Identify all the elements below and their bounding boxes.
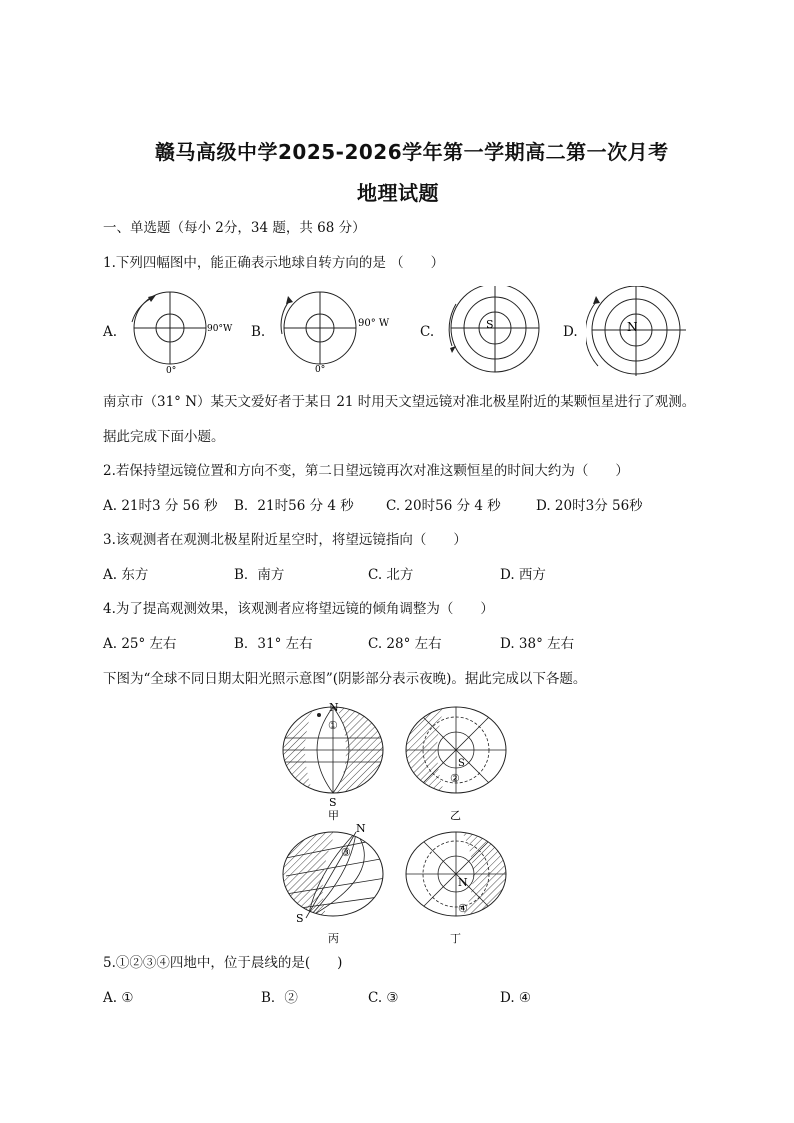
q1-option-c-letter: C.: [420, 324, 435, 340]
q4-option-b: B．31° 左右: [234, 636, 313, 652]
q1-option-d-letter: D.: [563, 324, 578, 340]
label-jia: 甲: [328, 809, 339, 822]
point-2: ②: [450, 772, 460, 785]
context1-line1: 南京市（31° N）某天文爱好者于某日 21 时用天文望远镜对准北极星附近的某颗恒星进行了观测。: [103, 394, 696, 410]
page-subtitle: 地理试题: [357, 181, 439, 205]
point-3: ③: [341, 846, 351, 859]
q1-b-zero-label: 0°: [315, 365, 326, 375]
globe-bing: [276, 822, 386, 945]
jia-pole-n: N: [329, 701, 339, 714]
q3-stem: 3.该观测者在观测北极星附近星空时，将望远镜指向（ ）: [103, 532, 467, 548]
q1-diagram-a: [118, 286, 238, 376]
context1-line2: 据此完成下面小题。: [103, 429, 225, 445]
q5-stem: 5.①②③④四地中，位于晨线的是( ): [103, 955, 343, 971]
label-bing: 丙: [328, 932, 339, 945]
point-1: ①: [328, 719, 338, 732]
q5-option-c: C. ③: [368, 990, 399, 1006]
q1-option-b-letter: B.: [251, 324, 266, 340]
q1-b-lon-label: 90° W: [358, 318, 390, 329]
q1-diagram-c: [440, 286, 550, 376]
q1-stem: 1.下列四幅图中，能正确表示地球自转方向的是 （ ）: [103, 255, 445, 271]
q2-stem: 2.若保持望远镜位置和方向不变，第二日望远镜再次对准这颗恒星的时间大约为（ ）: [103, 463, 629, 479]
context2-line1: 下图为“全球不同日期太阳光照示意图”(阴影部分表示夜晚)。据此完成以下各题。: [103, 671, 587, 687]
q4-option-c: C. 28° 左右: [368, 636, 442, 652]
q3-option-c: C. 北方: [368, 567, 414, 583]
yi-pole-s: S: [458, 758, 465, 769]
label-yi: 乙: [450, 809, 461, 822]
globe-ding: [406, 831, 516, 945]
sunlight-figure: [276, 698, 516, 946]
q1-c-pole-label: S: [486, 318, 494, 331]
q2-option-b: B．21时56 分 4 秒: [234, 498, 354, 514]
q5-option-b: B．②: [261, 990, 298, 1006]
q3-option-b: B．南方: [234, 567, 285, 583]
q5-option-a: A. ①: [103, 990, 134, 1006]
globe-yi: [396, 698, 506, 822]
globe-jia: [276, 698, 396, 822]
q4-stem: 4.为了提高观测效果，该观测者应将望远镜的倾角调整为（ ）: [103, 601, 494, 617]
q1-diagram-b: [268, 286, 398, 376]
q3-option-d: D. 西方: [500, 567, 546, 583]
q4-option-a: A. 25° 左右: [103, 636, 177, 652]
ding-pole-n: N: [458, 876, 468, 889]
label-ding: 丁: [450, 932, 461, 945]
q1-a-zero-label: 0°: [166, 366, 177, 376]
q1-diagram-d: [586, 286, 696, 378]
q5-option-d: D. ④: [500, 990, 532, 1006]
q1-a-lon-label: 90°W: [207, 324, 233, 334]
q1-option-a-letter: A.: [103, 324, 118, 340]
section-heading: 一、单选题（每小 2分，34 题，共 68 分）: [103, 220, 366, 236]
q2-option-a: A. 21时3 分 56 秒: [103, 498, 218, 514]
q4-option-d: D. 38° 左右: [500, 636, 575, 652]
q2-option-d: D. 20时3分 56秒: [536, 498, 643, 514]
bing-pole-s: S: [296, 912, 304, 925]
page-title: 赣马高级中学2025-2026学年第一学期高二第一次月考: [155, 140, 669, 164]
bing-pole-n: N: [356, 822, 366, 835]
q2-option-c: C. 20时56 分 4 秒: [386, 498, 501, 514]
jia-pole-s: S: [329, 796, 337, 809]
q3-option-a: A. 东方: [103, 567, 149, 583]
point-4: ④: [458, 902, 468, 915]
q1-d-pole-label: N: [627, 320, 638, 334]
